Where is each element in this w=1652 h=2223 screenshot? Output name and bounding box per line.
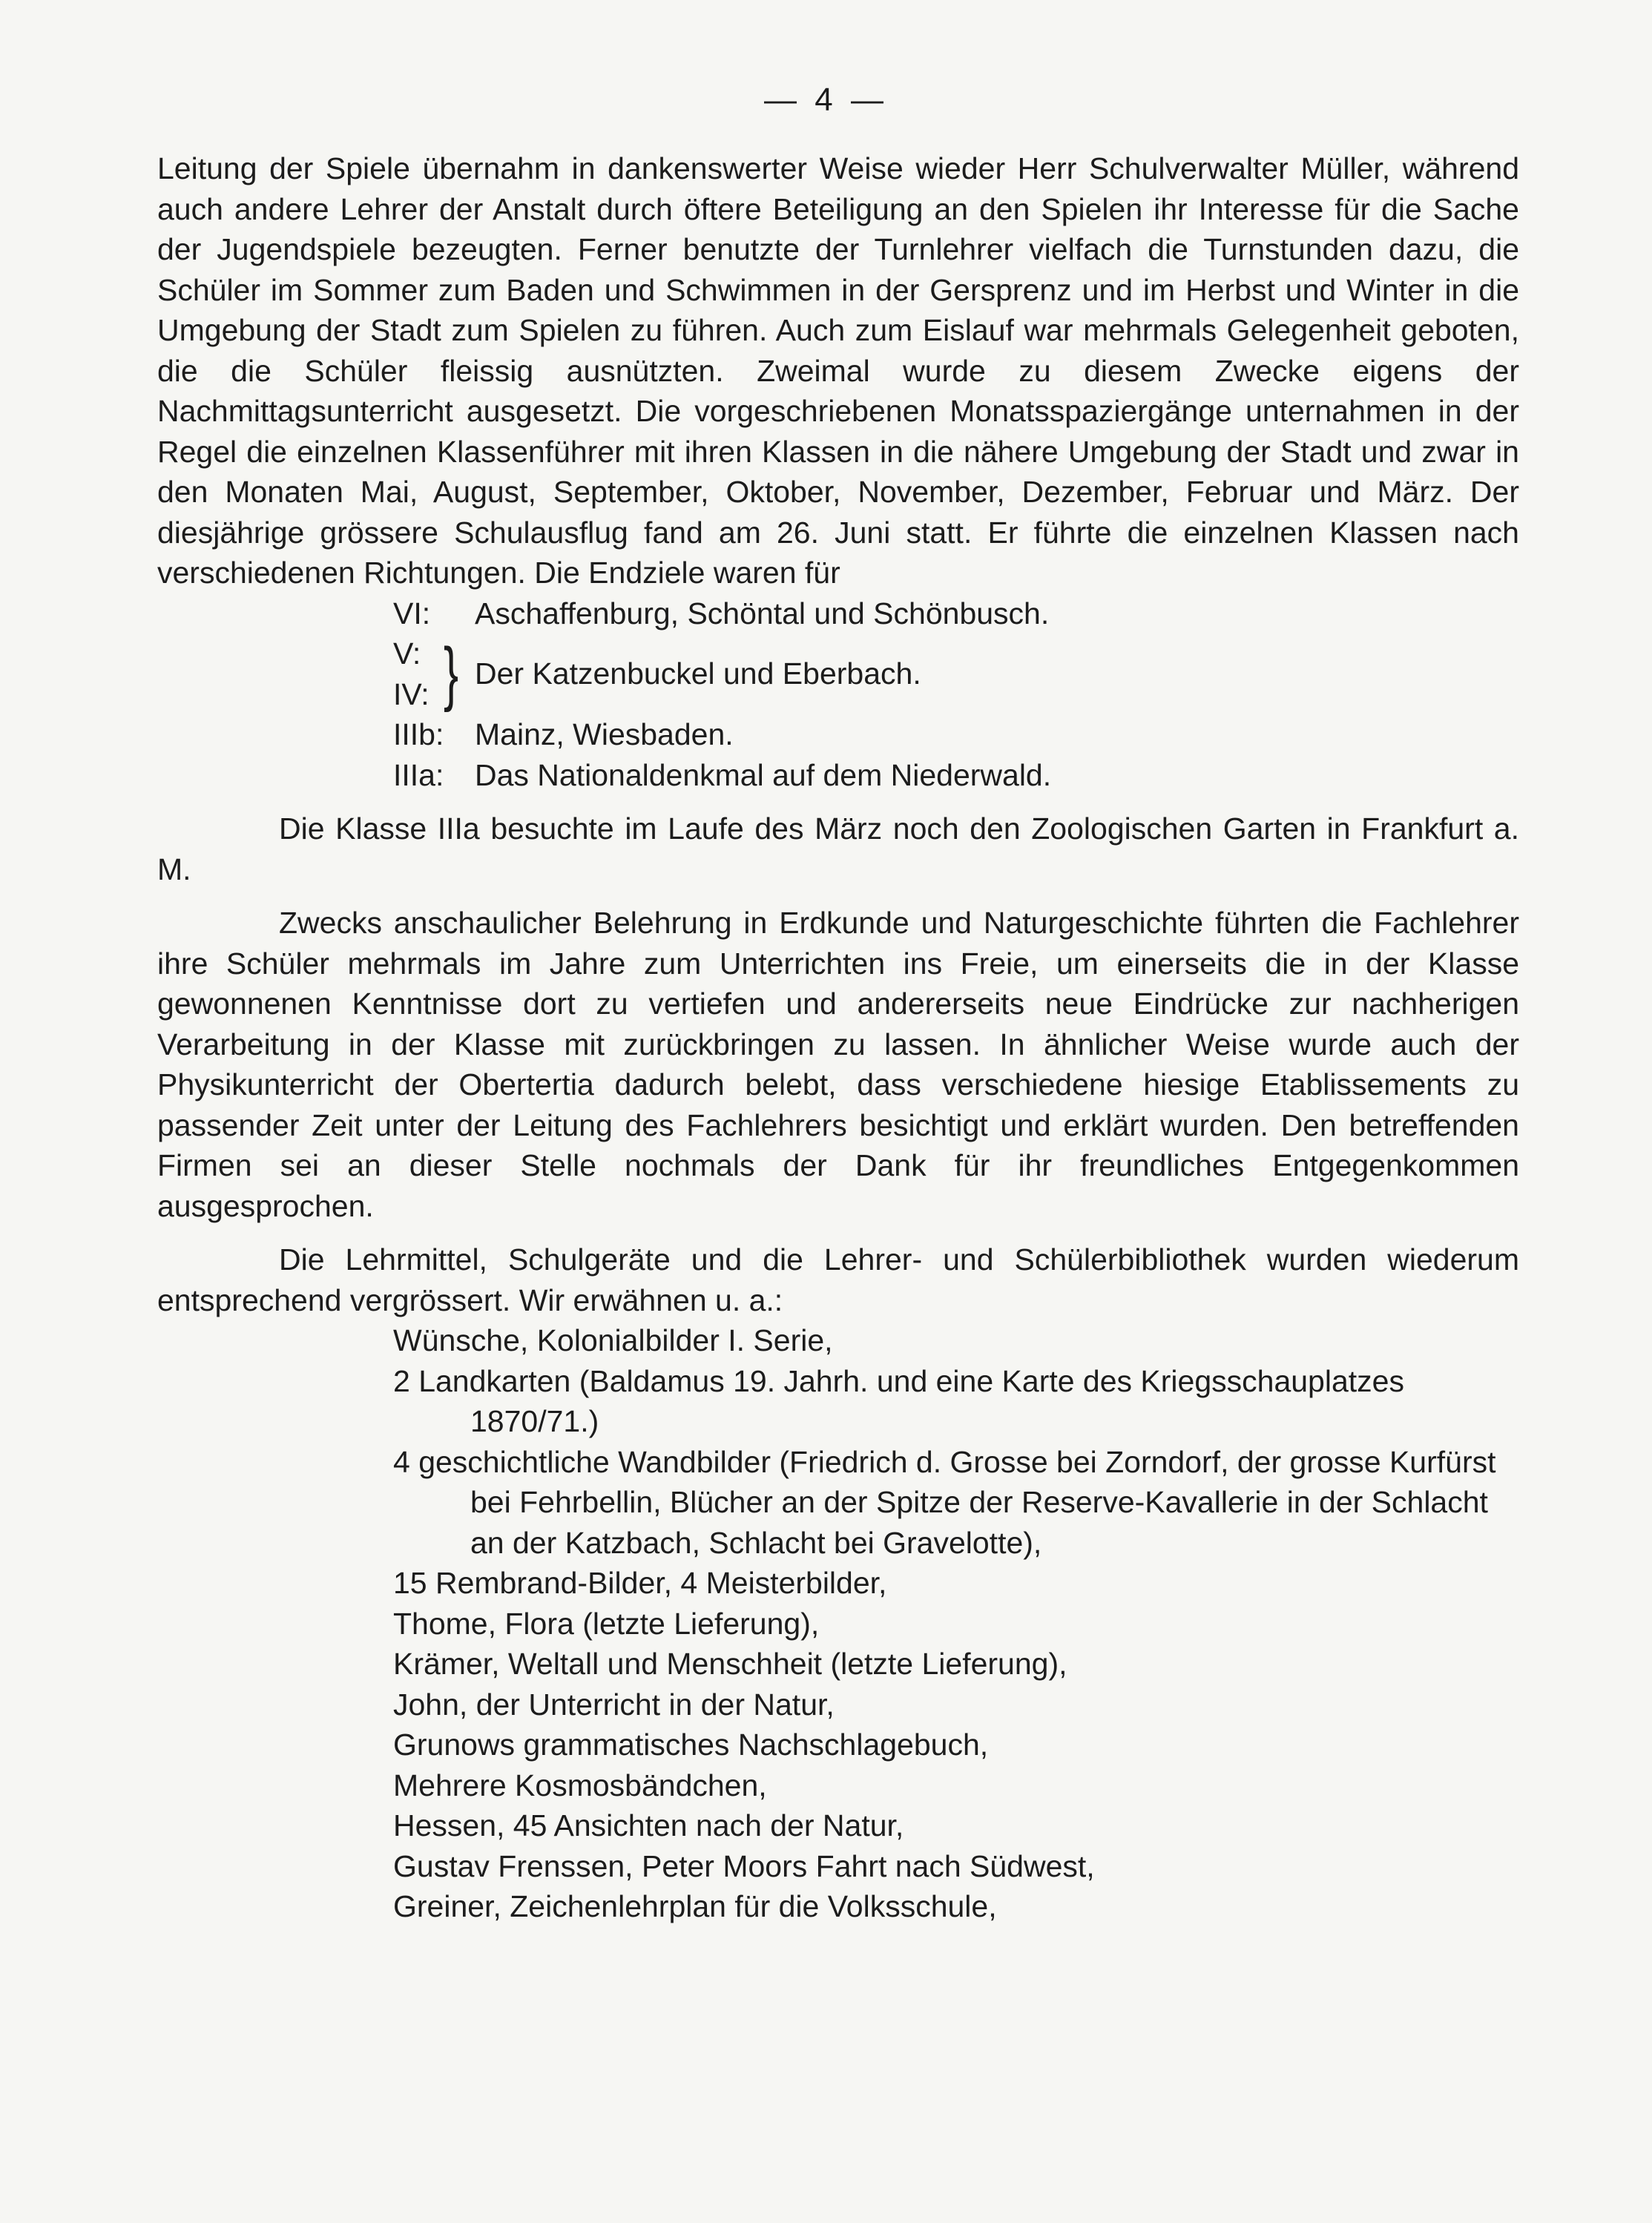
page-number: — 4 — xyxy=(764,82,888,118)
list-item: John, der Unterricht in der Natur, xyxy=(393,1687,835,1722)
destination-row-iiib xyxy=(393,714,1519,755)
destination-row-v-iv xyxy=(393,633,1519,714)
destination-text: Aschaffenburg, Schöntal und Schönbusch. xyxy=(475,596,1050,630)
class-label: IIIa: xyxy=(393,757,444,792)
list-item: Krämer, Weltall und Menschheit (letzte Lieferung), xyxy=(393,1647,1067,1681)
paragraph-teaching-materials: Die Lehrmittel, Schulgeräte und die Lehrer- und Schülerbibliothek wurden wiederum entsprechend vergrössert. Wir erwähnen u. a.: xyxy=(157,1242,1519,1317)
list-item: 2 Landkarten (Baldamus 19. Jahrh. und eine Karte des Kriegsschauplatzes 1870/71.) xyxy=(393,1363,1404,1438)
class-label: V: xyxy=(393,636,421,671)
class-label-group xyxy=(393,633,444,714)
list-item: Wünsche, Kolonialbilder I. Serie, xyxy=(393,1323,833,1357)
destination-list xyxy=(393,593,1519,796)
list-item: 15 Rembrand-Bilder, 4 Meisterbilder, xyxy=(393,1566,887,1600)
paragraph-zoo-visit: Die Klasse IIIa besuchte im Laufe des März noch den Zoologischen Garten in Frankfurt a. M. xyxy=(157,811,1519,886)
destination-row-vi xyxy=(393,593,1519,634)
destination-text: Mainz, Wiesbaden. xyxy=(475,717,734,751)
class-label: IIIb: xyxy=(393,717,444,751)
list-item: Gustav Frenssen, Peter Moors Fahrt nach Südwest, xyxy=(393,1848,1095,1883)
destination-row-iiia xyxy=(393,755,1519,796)
list-item: Hessen, 45 Ansichten nach der Natur, xyxy=(393,1808,904,1842)
list-item: Thome, Flora (letzte Lieferung), xyxy=(393,1606,820,1641)
acquisition-list xyxy=(393,1320,1519,1927)
destination-text: Das Nationaldenkmal auf dem Niederwald. xyxy=(475,757,1052,792)
destination-text: Der Katzenbuckel und Eberbach. xyxy=(475,656,921,691)
brace-symbol: } xyxy=(444,633,459,713)
page-body xyxy=(157,148,1519,1927)
list-item: Grunows grammatisches Nachschlagebuch, xyxy=(393,1728,989,1762)
list-item: 4 geschichtliche Wandbilder (Friedrich d. Grosse bei Zorndorf, der grosse Kurfürst bei Fehrbellin, Blücher an der Spitze der Reserve-Kavallerie in der Schlacht an der Katzbach, Schlacht bei Gravelotte), xyxy=(393,1444,1496,1560)
list-item: Greiner, Zeichenlehrplan für die Volksschule, xyxy=(393,1889,997,1923)
class-label: IV: xyxy=(393,676,430,711)
paragraph-outdoor-teaching: Zwecks anschaulicher Belehrung in Erdkunde und Naturgeschichte führten die Fachlehrer ihre Schüler mehrmals im Jahre zum Unterrichten ins Freie, um einerseits die in der Klasse gewonnenen Kenntnisse dort zu vertiefen und andererseits neue Eindrücke zur nachherigen Verarbeitung in der Klasse mit zurückbringen zu lassen. In ähnlicher Weise wurde auch der Physikunterricht der Obertertia dadurch belebt, dass verschiedene hiesige Etablissements zu passender Zeit unter der Leitung des Fachlehrers besichtigt und erklärt wurden. Den betreffenden Firmen sei an dieser Stelle nochmals der Dank für ihr freundliches Entgegenkommen ausgesprochen. xyxy=(157,906,1519,1223)
list-item: Mehrere Kosmosbändchen, xyxy=(393,1768,767,1802)
paragraph-games-excursions: Leitung der Spiele übernahm in dankenswerter Weise wieder Herr Schulverwalter Müller, während auch andere Lehrer der Anstalt durch öftere Beteiligung an den Spielen ihr Interesse für die Sache der Jugendspiele bezeugten. Ferner benutzte der Turnlehrer vielfach die Turnstunden dazu, die Schüler im Sommer zum Baden und Schwimmen in der Gersprenz und im Herbst und Winter in die Umgebung der Stadt zum Spielen zu führen. Auch zum Eislauf war mehrmals Gelegenheit geboten, die die Schüler fleissig ausnützten. Zweimal wurde zu diesem Zwecke eigens der Nachmittagsunterricht ausgesetzt. Die vorgeschriebenen Monatsspaziergänge unternahmen in der Regel die einzelnen Klassenführer mit ihren Klassen in die nähere Umgebung der Stadt und zwar in den Monaten Mai, August, September, Oktober, November, Dezember, Februar und März. Der diesjährige grössere Schulausflug fand am 26. Juni statt. Er führte die einzelnen Klassen nach verschiedenen Richtungen. Die Endziele waren für xyxy=(157,151,1519,590)
class-label: VI: xyxy=(393,596,431,630)
